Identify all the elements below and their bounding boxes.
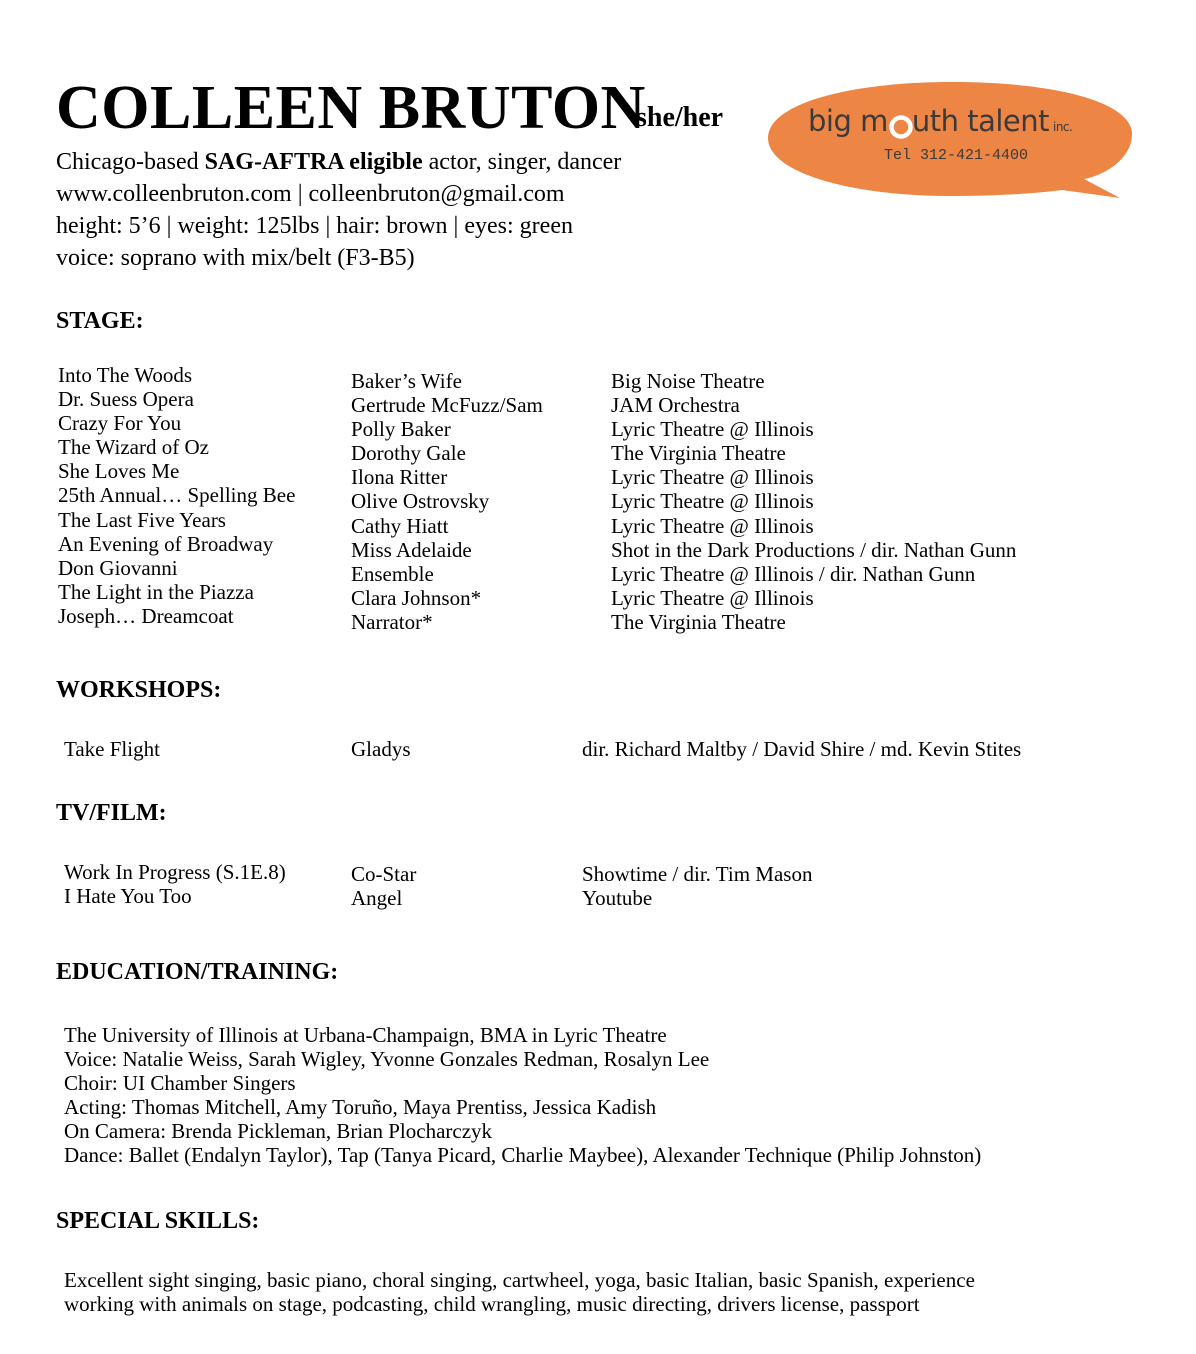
list-item: Excellent sight singing, basic piano, choral singing, cartwheel, yoga, basic Italian, basic Spanish, experience [64,1268,975,1292]
list-item: The Wizard of Oz [58,435,209,460]
list-item: The Virginia Theatre [611,441,786,466]
list-item: Co-Star [351,862,417,886]
list-item: Youtube [582,886,653,911]
list-item: Narrator* [351,609,433,634]
stage-heading: STAGE: [56,308,144,334]
list-item: Dr. Suess Opera [58,387,194,412]
list-item: On Camera: Brenda Pickleman, Brian Plocharczyk [64,1119,493,1143]
list-item: Lyric Theatre @ Illinois [611,465,814,490]
list-item: The Virginia Theatre [611,609,786,634]
tvfilm-credits-column [582,862,812,910]
workshop-show: Take Flight [64,737,160,761]
list-item: Don Giovanni [58,555,178,580]
stage-shows-column [58,363,295,628]
list-item: Choir: UI Chamber Singers [64,1071,296,1095]
tagline-prefix: Chicago-based [56,149,205,175]
list-item: Cathy Hiatt [351,513,449,538]
list-item: Lyric Theatre @ Illinois [611,585,814,610]
list-item: Lyric Theatre @ Illinois [611,417,814,442]
list-item: 25th Annual… Spelling Bee [58,483,296,508]
list-item: JAM Orchestra [611,393,740,418]
list-item: Ensemble [351,561,434,586]
skills-text [64,1268,975,1316]
tagline-suffix: actor, singer, dancer [422,149,622,175]
stage-roles-column [351,369,543,634]
list-item: Clara Johnson* [351,585,482,610]
list-item: The Light in the Piazza [58,579,254,604]
agency-phone: Tel 312-421-4400 [884,147,1029,164]
list-item: Olive Ostrovsky [351,489,490,514]
list-item: I Hate You Too [64,884,192,909]
workshops-heading: WORKSHOPS: [56,677,222,703]
education-heading: EDUCATION/TRAINING: [56,959,339,985]
union-status: SAG-AFTRA eligible [204,149,423,175]
list-item: working with animals on stage, podcasting, child wrangling, music directing, drivers license, passport [64,1292,920,1316]
list-item: The Last Five Years [58,507,226,532]
list-item: Showtime / dir. Tim Mason [582,862,813,886]
agency-name [808,104,1072,138]
list-item: Baker’s Wife [351,369,462,393]
list-item: Dance: Ballet (Endalyn Taylor), Tap (Tanya Picard, Charlie Maybee), Alexander Technique (Philip Johnston) [64,1143,982,1167]
agency-name-prefix: big m [808,104,888,138]
pronouns: she/her [636,102,724,133]
tvfilm-heading: TV/FILM: [56,800,167,826]
list-item: Voice: Natalie Weiss, Sarah Wigley, Yvonne Gonzales Redman, Rosalyn Lee [64,1047,710,1071]
list-item: Miss Adelaide [351,537,472,562]
website-email: www.colleenbruton.com | colleenbruton@gmail.com [56,181,565,207]
list-item: Joseph… Dreamcoat [58,603,234,628]
list-item: Into The Woods [58,363,193,387]
tagline [56,146,621,178]
speech-bubble-icon [766,80,1138,200]
tvfilm-roles-column [351,862,416,910]
list-item: Gertrude McFuzz/Sam [351,393,543,418]
list-item: Lyric Theatre @ Illinois / dir. Nathan Gunn [611,561,976,586]
list-item: An Evening of Broadway [58,531,274,556]
tvfilm-shows-column [64,860,286,908]
list-item: Lyric Theatre @ Illinois [611,513,814,538]
list-item: Lyric Theatre @ Illinois [611,489,814,514]
list-item: Ilona Ritter [351,465,448,490]
stage-venues-column [611,369,1016,634]
list-item: Crazy For You [58,411,182,436]
agency-name-suffix: uth talent [911,104,1049,138]
list-item: Shot in the Dark Productions / dir. Nathan Gunn [611,537,1017,562]
workshop-credit: dir. Richard Maltby / David Shire / md. Kevin Stites [582,737,1022,761]
list-item: Acting: Thomas Mitchell, Amy Toruño, Maya Prentiss, Jessica Kadish [64,1095,657,1119]
education-list [64,1023,981,1167]
list-item: The University of Illinois at Urbana-Champaign, BMA in Lyric Theatre [64,1023,667,1047]
workshop-role: Gladys [351,737,411,761]
list-item: Work In Progress (S.1E.8) [64,860,286,884]
skills-heading: SPECIAL SKILLS: [56,1208,260,1234]
list-item: Angel [351,886,403,911]
actor-name: COLLEEN BRUTON [56,74,646,142]
list-item: Polly Baker [351,417,451,442]
list-item: Big Noise Theatre [611,369,765,393]
contact-info [56,146,621,274]
list-item: She Loves Me [58,459,180,484]
list-item: Dorothy Gale [351,441,466,466]
voice-type: voice: soprano with mix/belt (F3-B5) [56,245,415,271]
physical-stats: height: 5’6 | weight: 125lbs | hair: brown | eyes: green [56,213,573,239]
agency-logo [766,80,1138,200]
agency-inc: inc. [1052,120,1073,134]
